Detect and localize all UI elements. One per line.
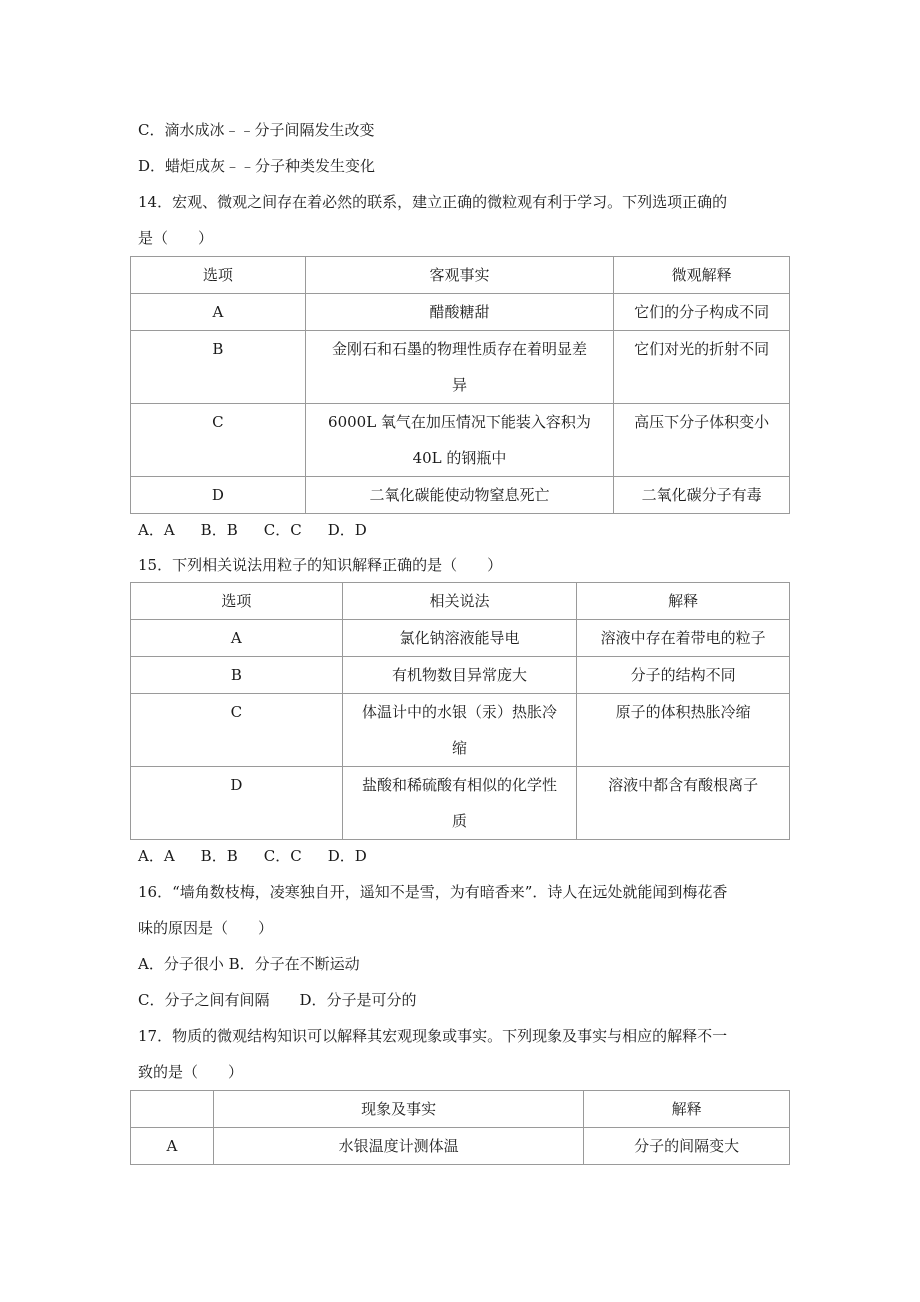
option-cell: D (131, 767, 343, 840)
fact-line: 金刚石和石墨的物理性质存在着明显差 (331, 340, 587, 358)
header-cell (131, 1091, 214, 1128)
table-header-row (131, 257, 790, 294)
table-row (131, 1128, 790, 1165)
q17-stem-line1: 17．物质的微观结构知识可以解释其宏观现象或事实。下列现象及事实与相应的解释不一 (138, 1027, 728, 1045)
q14-answer-options (138, 520, 798, 540)
explain-cell: 分子的间隔变大 (584, 1128, 790, 1165)
header-cell: 客观事实 (305, 257, 614, 294)
table-header-row (131, 583, 790, 620)
option-cell: B (131, 331, 306, 404)
option-cell: D (131, 477, 306, 514)
q16-options-line2: C．分子之间有间隔 D．分子是可分的 (138, 991, 417, 1009)
answer-option: B．B (200, 847, 238, 865)
table-header-row (131, 1091, 790, 1128)
header-cell: 选项 (131, 583, 343, 620)
answer-option: C．C (263, 847, 302, 865)
answer-option: C．C (263, 521, 302, 539)
q14-table (130, 256, 790, 514)
fact-cell: 醋酸糖甜 (305, 294, 614, 331)
explain-cell: 它们对光的折射不同 (614, 331, 790, 404)
fact-cell: 二氧化碳能使动物窒息死亡 (305, 477, 614, 514)
option-cell: C (131, 694, 343, 767)
explain-cell: 高压下分子体积变小 (614, 404, 790, 477)
fact-line: 异 (451, 376, 467, 394)
explain-cell: 它们的分子构成不同 (614, 294, 790, 331)
q14-stem-line1: 14．宏观、微观之间存在着必然的联系，建立正确的微粒观有利于学习。下列选项正确的 (138, 193, 728, 211)
q16-stem-line1: 16．“墙角数枝梅，凌寒独自开，遥知不是雪，为有暗香来”．诗人在远处就能闻到梅花香 (138, 883, 728, 901)
statement-line: 体温计中的水银（汞）热胀冷 (361, 703, 557, 721)
statement-cell: 氯化钠溶液能导电 (342, 620, 577, 657)
option-cell: A (131, 620, 343, 657)
fact-cell: 水银温度计测体温 (213, 1128, 583, 1165)
q13-option-d: D．蜡炬成灰﹣﹣分子种类发生变化 (138, 157, 376, 175)
answer-option: A．A (138, 521, 175, 539)
option-cell: A (131, 1128, 214, 1165)
header-cell: 选项 (131, 257, 306, 294)
fact-line: 40L 的钢瓶中 (412, 449, 507, 467)
answer-option: D．D (327, 847, 367, 865)
header-cell: 解释 (584, 1091, 790, 1128)
explain-cell: 分子的结构不同 (577, 657, 790, 694)
q17-stem-line2: 致的是（ ） (138, 1063, 244, 1081)
answer-option: B．B (200, 521, 238, 539)
header-cell: 解释 (577, 583, 790, 620)
q17-table (130, 1090, 790, 1165)
option-cell: B (131, 657, 343, 694)
statement-line: 质 (451, 812, 467, 830)
q16-stem-line2: 味的原因是（ ） (138, 919, 274, 937)
table-row (131, 620, 790, 657)
table-row (131, 404, 790, 477)
statement-cell: 有机物数目异常庞大 (342, 657, 577, 694)
q15-stem: 15．下列相关说法用粒子的知识解释正确的是（ ） (138, 556, 503, 574)
table-row (131, 694, 790, 767)
statement-cell (342, 767, 577, 840)
option-cell: C (131, 404, 306, 477)
fact-cell (305, 331, 614, 404)
answer-option: D．D (327, 521, 367, 539)
statement-line: 盐酸和稀硫酸有相似的化学性 (361, 776, 557, 794)
option-cell: A (131, 294, 306, 331)
q15-answer-options (138, 846, 798, 866)
explain-cell: 二氧化碳分子有毒 (614, 477, 790, 514)
explain-cell: 溶液中存在着带电的粒子 (577, 620, 790, 657)
table-row (131, 767, 790, 840)
explain-cell: 原子的体积热胀冷缩 (577, 694, 790, 767)
statement-line: 缩 (451, 739, 467, 757)
header-cell: 现象及事实 (213, 1091, 583, 1128)
table-row (131, 477, 790, 514)
q16-options-line1: A．分子很小 B．分子在不断运动 (138, 955, 360, 973)
explain-cell: 溶液中都含有酸根离子 (577, 767, 790, 840)
q13-option-c: C．滴水成冰﹣﹣分子间隔发生改变 (138, 121, 375, 139)
statement-cell (342, 694, 577, 767)
table-row (131, 331, 790, 404)
fact-cell (305, 404, 614, 477)
answer-option: A．A (138, 847, 175, 865)
q15-table (130, 582, 790, 840)
header-cell: 相关说法 (342, 583, 577, 620)
header-cell: 微观解释 (614, 257, 790, 294)
q14-stem-line2: 是（ ） (138, 229, 214, 247)
table-row (131, 294, 790, 331)
table-row (131, 657, 790, 694)
fact-line: 6000L 氧气在加压情况下能装入容积为 (328, 413, 591, 431)
